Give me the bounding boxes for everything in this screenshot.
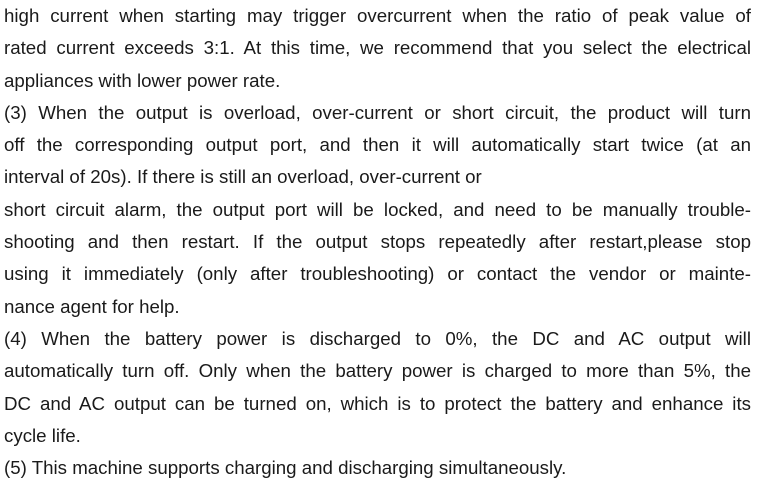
text-line: using it immediately (only after troubleshooting) or contact the vendor or mainte- [4,263,751,285]
text-line: high current when starting may trigger overcurrent when the ratio of peak value of [4,5,751,26]
text-line: (4) When the battery power is discharged to 0%, the DC and AC output will [4,327,751,349]
text-line: DC and AC output can be turned on, which is to protect the battery and enhance its [4,392,751,414]
text-line: off the corresponding output port, and then it will automatically start twice (at an [4,134,751,156]
text-line: short circuit alarm, the output port will be locked, and need to be manually trouble- [4,198,751,220]
text-line: cycle life. [4,424,81,446]
text-line: rated current exceeds 3:1. At this time, we recommend that you select the electrical [4,37,751,59]
text-line: interval of 20s). If there is still an overload, over-current or [4,166,482,188]
text-line: nance agent for help. [4,295,180,317]
text-line: appliances with lower power rate. [4,69,281,91]
text-line: (3) When the output is overload, over-current or short circuit, the product will turn [4,101,751,123]
text-line: (5) This machine supports charging and discharging simultaneously. [4,457,567,479]
text-line: automatically turn off. Only when the battery power is charged to more than 5%, the [4,360,751,382]
text-line: shooting and then restart. If the output stops repeatedly after restart,please stop [4,231,751,253]
manual-page-text [4,0,751,484]
